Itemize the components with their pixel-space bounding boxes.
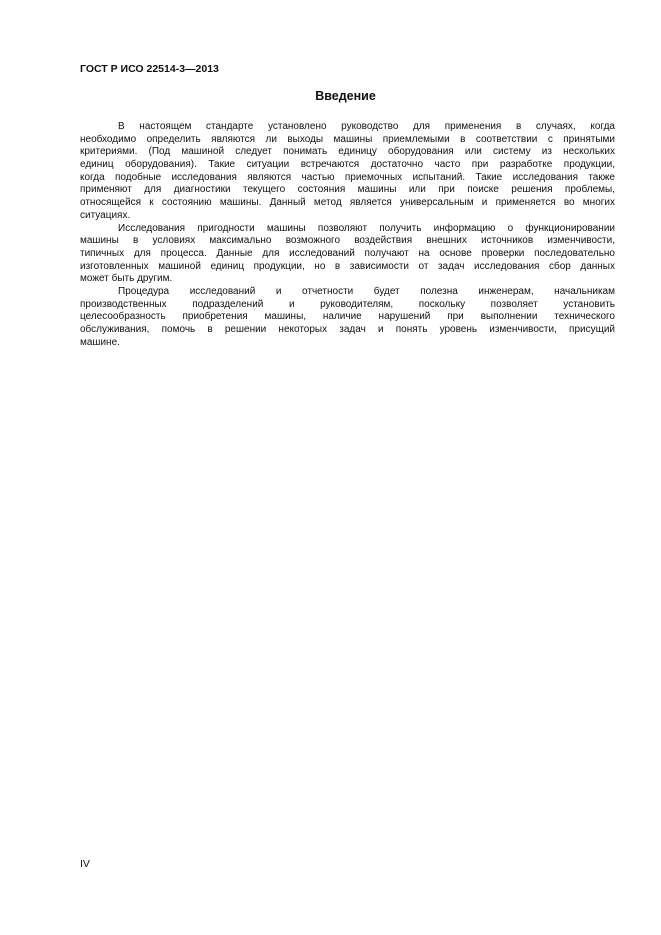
paragraph [80,223,615,286]
text-line: ситуациях. [80,209,131,221]
text-line: изготовленных машиной единиц продукции, но в зависимости от задач исследования сбор данных [80,260,615,272]
document-body [80,121,615,349]
text-line: производственных подразделений и руководителям, поскольку позволяет установить [80,298,615,310]
text-line: относящейся к состоянию машины. Данный метод является универсальным и применяется во многих [80,197,615,209]
page-number: IV [80,858,90,870]
text-line: целесообразность приобретения машины, наличие нарушений при выполнении технического [80,311,615,323]
text-line: машине. [80,336,120,348]
text-line: когда подобные исследования являются частью приемочных испытаний. Такие исследования также [80,171,615,183]
text-line: может быть другим. [80,273,173,285]
text-line: критериями. (Под машиной следует понимать единицу оборудования или систему из нескольких [80,146,615,158]
paragraph [80,121,615,223]
text-line: единиц оборудования). Такие ситуации встречаются достаточно часто при разработке продукции, [80,159,615,171]
text-line: В настоящем стандарте установлено руководство для применения в случаях, когда [118,121,615,132]
text-line: Исследования пригодности машины позволяют получить информацию о функционировании [118,222,615,234]
text-line: типичных для процесса. Данные для исследований получают на основе проверки последовательно [80,247,615,259]
text-line: применяют для диагностики текущего состояния машины или при поиске решения проблемы, [80,184,615,196]
text-line: обслуживания, помочь в решении некоторых задач и понять уровень изменчивости, присущий [80,324,615,335]
section-title: Введение [315,89,376,103]
text-line: машины в условиях максимально возможного воздействия внешних источников изменчивости, [80,235,615,247]
text-line: Процедура исследований и отчетности будет полезна инженерам, начальникам [118,285,615,297]
text-line: необходимо определить являются ли выходы машины приемлемыми в соответствии с принятыми [80,133,615,145]
document-header: ГОСТ Р ИСО 22514-3—2013 [80,63,219,75]
paragraph [80,286,615,349]
